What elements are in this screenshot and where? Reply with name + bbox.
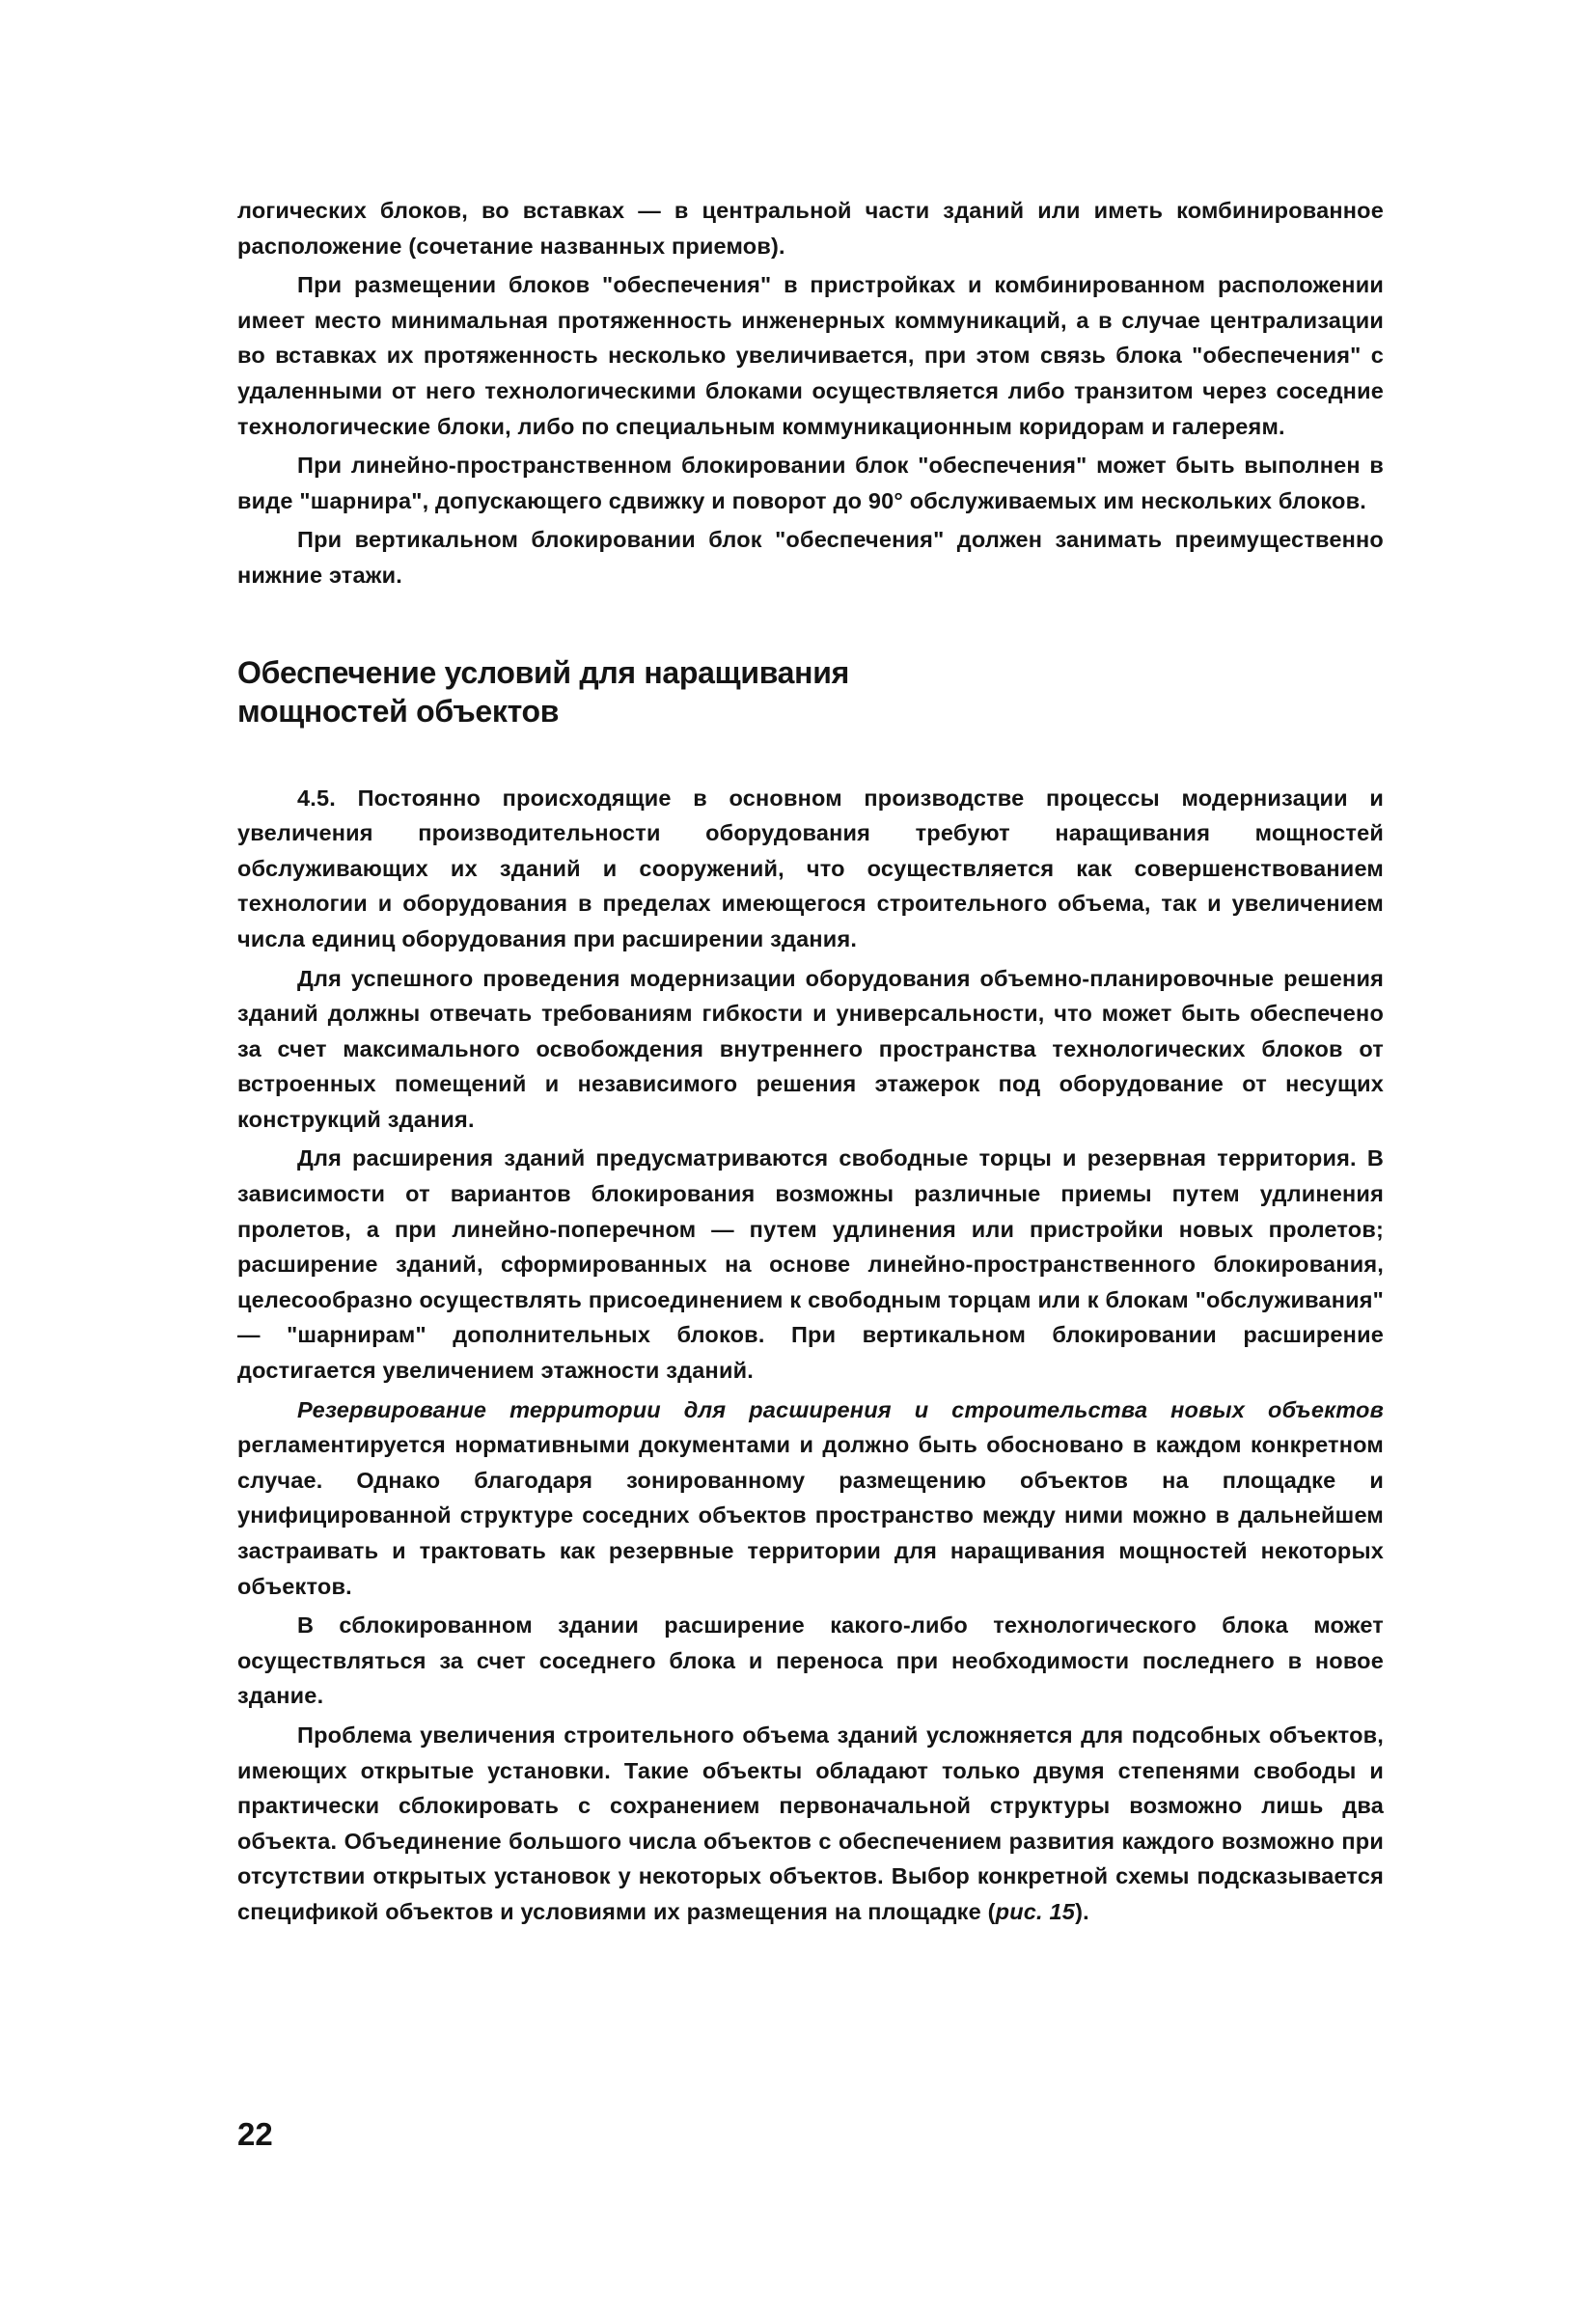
paragraph-linear-spatial: При линейно-пространственном блокировании блок "обеспечения" может быть выполнен в виде "шарнира", допускающего сдвижку и поворот до 90° обслуживаемых им нескольких блоков. xyxy=(237,453,1384,513)
paragraph-open-installations xyxy=(237,1718,1384,1930)
open-installations-end: ). xyxy=(1075,1898,1089,1924)
paragraph-modernization: Для успешного проведения модернизации оборудования объемно-планировочные решения зданий должны отвечать требованиям гибкости и универсальности, что может быть обеспечено за счет максимального освобождения внутреннего пространства технологических блоков от встроенных помещений и независимого решения этажерок под оборудование от несущих конструкций здания. xyxy=(237,965,1384,1132)
paragraph-blocked-building: В сблокированном здании расширение какого-либо технологического блока может осуществляться за счет соседнего блока и переноса при необходимости последнего в новое здание. xyxy=(237,1612,1384,1709)
paragraph-section-4-5 xyxy=(237,781,1384,957)
reservation-italic-lead: Резервирование территории для расширения и строительства новых объектов xyxy=(297,1396,1384,1422)
figure-reference: рис. 15 xyxy=(995,1898,1076,1924)
paragraph-continuation: логических блоков, во вставках — в центральной части зданий или иметь комбинированное расположение (сочетание названных приемов). xyxy=(237,198,1384,259)
paragraph-section-4-5-text: Постоянно происходящие в основном производстве процессы модернизации и увеличения производительности оборудования требуют наращивания мощностей обслуживающих их зданий и сооружений, что осуществляется как совершенствованием технологии и оборудования в пределах имеющегося строительного объема, так и увеличением числа единиц оборудования при расширении здания. xyxy=(237,785,1385,951)
reservation-text: регламентируется нормативными документами и должно быть обосновано в каждом конкретном случае. Однако благодаря зонированному размещению объектов на площадке и унифицированной структуре соседних объектов пространство между ними можно в дальнейшем застраивать и трактовать как резервные территории для наращивания мощностей некоторых объектов. xyxy=(237,1432,1384,1599)
document-page xyxy=(237,193,1384,1930)
paragraph-expansion: Для расширения зданий предусматриваются свободные торцы и резервная территория. В зависимости от вариантов блокирования возможны различные приемы путем удлинения пролетов, а при линейно-поперечном — путем удлинения или пристройки новых пролетов; расширение зданий, сформированных на основе линейно-пространственного блокирования, целесообразно осуществлять присоединением к свободным торцам или к блокам "обслуживания" — "шарнирам" дополнительных блоков. При вертикальном блокировании расширение достигается увеличением этажности зданий. xyxy=(237,1145,1384,1384)
open-installations-text: Проблема увеличения строительного объема зданий усложняется для подсобных объектов, имеющих открытые установки. Такие объекты обладают только двумя степенями свободы и практически сблокировать с сохранением первоначальной структуры возможно лишь два объекта. Объединение большого числа объектов с обеспечением развития каждого возможно при отсутствии открытых установок у некоторых объектов. Выбор конкретной схемы подсказывается спецификой объектов и условиями их размещения на площадке ( xyxy=(237,1722,1384,1924)
paragraph-provision-blocks: При размещении блоков "обеспечения" в пристройках и комбинированном расположении имеет место минимальная протяженность инженерных коммуникаций, а в случае централизации во вставках их протяженность несколько увеличивается, при этом связь блока "обеспечения" с удаленными от него технологическими блоками осуществляется либо транзитом через соседние технологические блоки, либо по специальным коммуникационным коридорам и галереям. xyxy=(237,272,1384,439)
section-number: 4.5. xyxy=(297,785,336,811)
paragraph-vertical: При вертикальном блокировании блок "обеспечения" должен занимать преимущественно нижние этажи. xyxy=(237,527,1384,588)
paragraph-reservation xyxy=(237,1392,1384,1605)
page-number: 22 xyxy=(237,2116,273,2152)
section-heading: Обеспечение условий для наращивания мощностей объектов xyxy=(237,654,849,729)
